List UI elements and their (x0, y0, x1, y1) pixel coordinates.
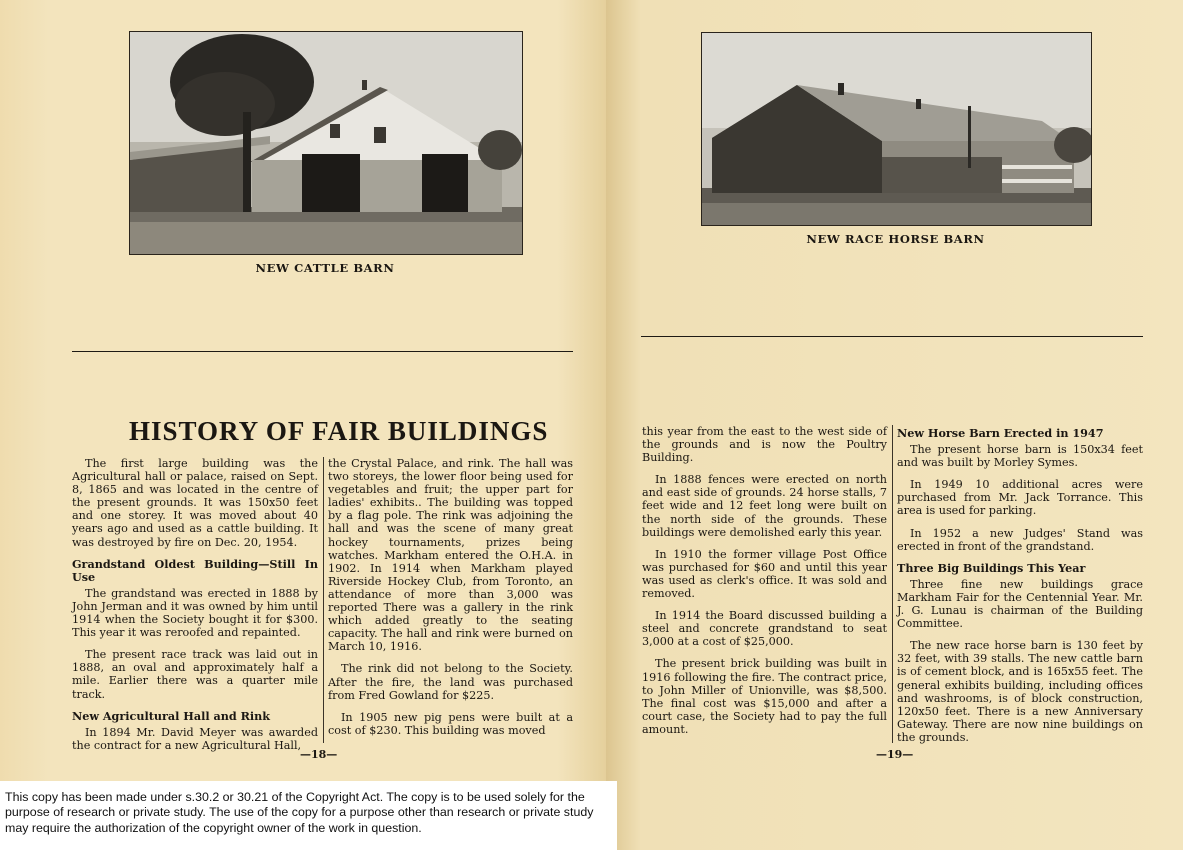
race-horse-barn-caption: NEW RACE HORSE BARN (806, 232, 985, 246)
cattle-barn-photo (129, 31, 523, 255)
left-column-1 (72, 457, 318, 761)
right-column-separator (892, 425, 893, 743)
paragraph: In 1894 Mr. David Meyer was awarded the contract for a new Agricultural Hall, (72, 725, 318, 752)
right-column-2 (897, 425, 1143, 753)
paragraph: In 1905 new pig pens were built at a cost of $230. This building was moved (328, 710, 573, 737)
paragraph: The present horse barn is 150x34 feet and was built by Morley Symes. (897, 443, 1143, 470)
page-number-19: —19— (876, 748, 914, 761)
paragraph: The grandstand was erected in 1888 by John Jerman and it was owned by him until 1914 when the Society bought it for $300. This year it was reroofed and repainted. (72, 586, 318, 640)
left-column-2 (328, 457, 573, 746)
race-horse-barn-photo (701, 32, 1092, 226)
paragraph: In 1952 a new Judges' Stand was erected in front of the grandstand. (897, 526, 1143, 553)
paragraph: Three fine new buildings grace Markham Fair for the Centennial Year. Mr. J. G. Lunau is chairman of the Building Committee. (897, 577, 1143, 631)
paragraph: The present brick building was built in 1916 following the fire. The contract price, to John Miller of Unionville, was $8,500. The final cost was $15,000 and after a court case, the Society had to pay the full amount. (642, 657, 887, 736)
left-column-separator (323, 457, 324, 743)
section-heading: Three Big Buildings This Year (897, 560, 1086, 575)
page-number-18: —18— (300, 748, 338, 761)
paragraph: In 1914 the Board discussed building a steel and concrete grandstand to seat 3,000 at a cost of $25,000. (642, 609, 887, 649)
paragraph: The rink did not belong to the Society. After the fire, the land was purchased from Fred Gowland for $225. (328, 662, 573, 702)
paragraph: this year from the east to the west side of the grounds and is now the Poultry Building. (642, 425, 887, 465)
section-heading: Grandstand Oldest Building—Still In Use (72, 556, 318, 584)
page-title: HISTORY OF FAIR BUILDINGS (129, 416, 549, 446)
paragraph: In 1949 10 additional acres were purchased from Mr. Jack Torrance. This area is used for parking. (897, 478, 1143, 518)
right-page (606, 0, 1183, 850)
left-divider (72, 351, 573, 352)
paragraph: the Crystal Palace, and rink. The hall was two storeys, the lower floor being used for vegetables and fruit; the upper part for ladies' exhibits.. The building was topped by a flag pole. The rink was adjoining the hall and was the scene of many great hockey tournaments, prizes being watches. Markham entered the O.H.A. in 1902. In 1914 when Markham played Riverside Hockey Club, from Toronto, an attendance of more than 3,000 was reported There was a gallery in the rink which added greatly to the seating capacity. The hall and rink were burned on March 10, 1916. (328, 457, 573, 654)
copyright-notice: This copy has been made under s.30.2 or 30.21 of the Copyright Act. The copy is to be used solely for the purpose of research or private study. The use of the copy for a purpose other than research or private study may require the authorization of the copyright owner of the work in question. (0, 781, 617, 850)
section-heading: New Horse Barn Erected in 1947 (897, 426, 1104, 440)
right-column-1 (642, 425, 887, 745)
paragraph: The new race horse barn is 130 feet by 32 feet, with 39 stalls. The new cattle barn is of cement block, and is 165x55 feet. The general exhibits building, including offices and washrooms, is of block construction, 120x50 feet. There is a new Anniversary Gateway. There are now nine buildings on the grounds. (897, 639, 1143, 744)
paragraph: The present race track was laid out in 1888, an oval and approximately half a mile. Earlier there was a quarter mile track. (72, 648, 318, 701)
paragraph: In 1888 fences were erected on north and east side of grounds. 24 horse stalls, 7 feet wide and 12 feet long were built on the north side of the grounds. These buildings were demolished early this year. (642, 473, 887, 539)
cattle-barn-caption: NEW CATTLE BARN (255, 261, 395, 275)
paragraph: In 1910 the former village Post Office was purchased for $60 and until this year was used as clerk's office. It was sold and removed. (642, 547, 887, 601)
right-divider (641, 336, 1143, 337)
section-heading: New Agricultural Hall and Rink (72, 708, 271, 723)
paragraph: The first large building was the Agricultural hall or palace, raised on Sept. 8, 1865 and was located in the centre of the present grounds. It was 150x50 feet and one storey. It was moved about 40 years ago and used as a cattle building. It was destroyed by fire on Dec. 20, 1954. (72, 457, 318, 549)
